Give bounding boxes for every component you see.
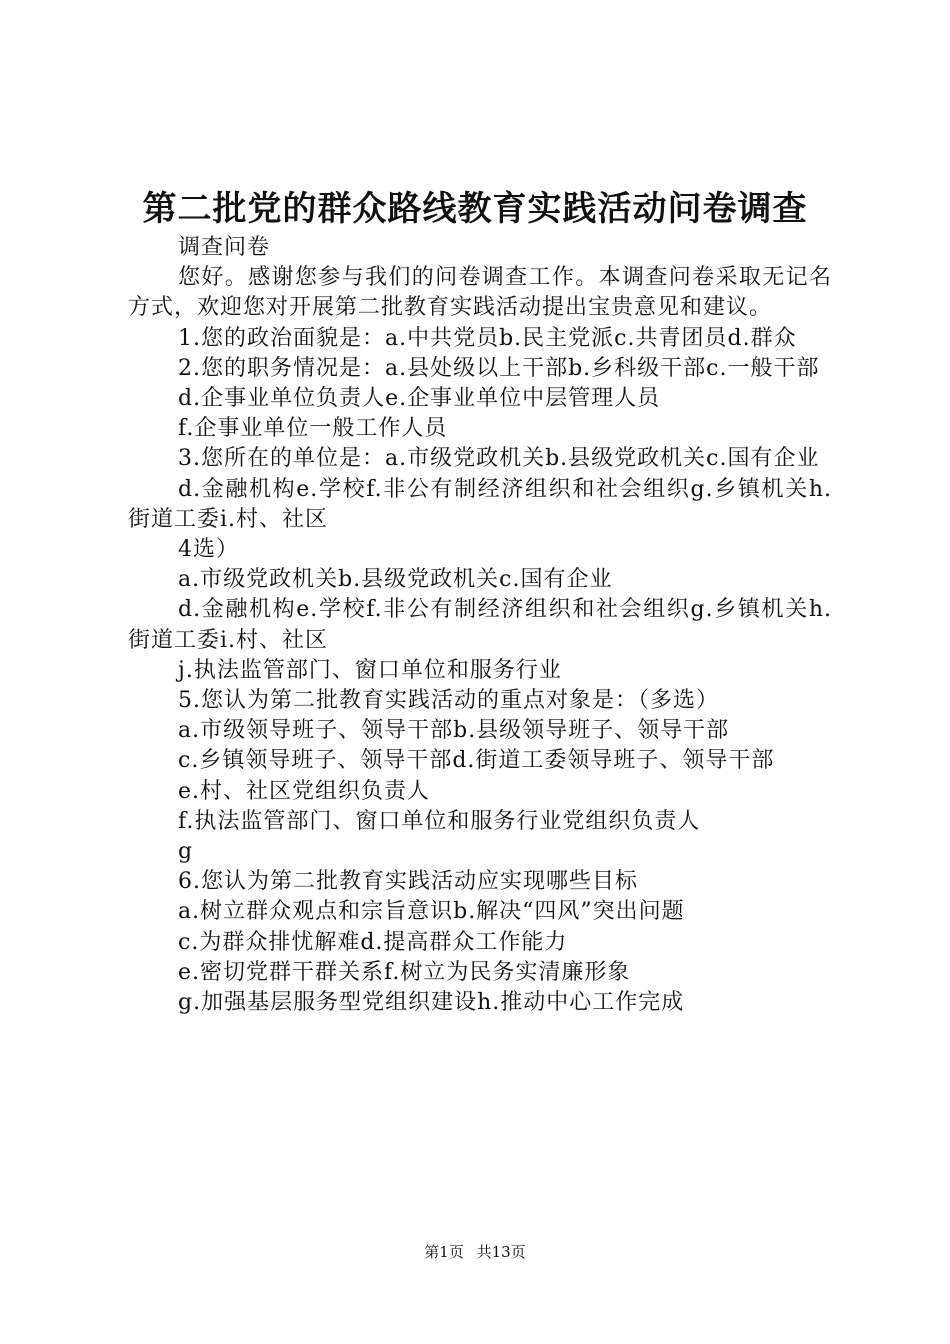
- paragraph: e.密切党群干群关系f.树立为民务实清廉形象: [178, 959, 631, 985]
- paragraph: 3.您所在的单位是：a.市级党政机关b.县级党政机关c.国有企业: [178, 446, 820, 472]
- paragraph: 调查问卷: [178, 235, 271, 260]
- paragraph: 5.您认为第二批教育实践活动的重点对象是：（多选）: [178, 688, 719, 714]
- paragraph: c.为群众排忧解难d.提高群众工作能力: [178, 929, 568, 955]
- page-footer: [0, 1240, 950, 1264]
- paragraph: 4选）: [178, 537, 239, 563]
- paragraph: d.金融机构e.学校f.非公有制经济组织和社会组织g.乡镇机关h.街道工委i.村、社区: [128, 597, 832, 653]
- paragraph: e.村、社区党组织负责人: [178, 778, 431, 804]
- paragraph: 6.您认为第二批教育实践活动应实现哪些目标: [178, 869, 638, 895]
- paragraph: 1.您的政治面貌是：a.中共党员b.民主党派c.共青团员d.群众: [178, 325, 797, 351]
- paragraph: a.树立群众观点和宗旨意识b.解决“四风”突出问题: [178, 899, 685, 925]
- page-number: 第1页: [424, 1243, 464, 1261]
- page-total: 共13页: [476, 1243, 526, 1261]
- paragraph: d.企事业单位负责人e.企事业单位中层管理人员: [178, 386, 661, 412]
- paragraph: j.执法监管部门、窗口单位和服务行业: [178, 657, 562, 683]
- paragraph: d.金融机构e.学校f.非公有制经济组织和社会组织g.乡镇机关h.街道工委i.村、社区: [128, 476, 832, 532]
- paragraph: f.企事业单位一般工作人员: [178, 416, 448, 442]
- paragraph: a.市级党政机关b.县级党政机关c.国有企业: [178, 567, 613, 593]
- paragraph: g.加强基层服务型党组织建设h.推动中心工作完成: [178, 990, 685, 1016]
- paragraph: c.乡镇领导班子、领导干部d.街道工委领导班子、领导干部: [178, 748, 775, 774]
- document-body: [128, 233, 832, 1018]
- document-title: 第二批党的群众路线教育实践活动问卷调查: [142, 189, 808, 229]
- paragraph: a.市级领导班子、领导干部b.县级领导班子、领导干部: [178, 718, 730, 744]
- paragraph: 您好。感谢您参与我们的问卷调查工作。本调查问卷采取无记名方式，欢迎您对开展第二批教育实践活动提出宝贵意见和建议。: [128, 265, 832, 321]
- paragraph: g: [178, 839, 194, 865]
- paragraph: f.执法监管部门、窗口单位和服务行业党组织负责人: [178, 808, 701, 834]
- paragraph: 2.您的职务情况是：a.县处级以上干部b.乡科级干部c.一般干部: [178, 355, 820, 381]
